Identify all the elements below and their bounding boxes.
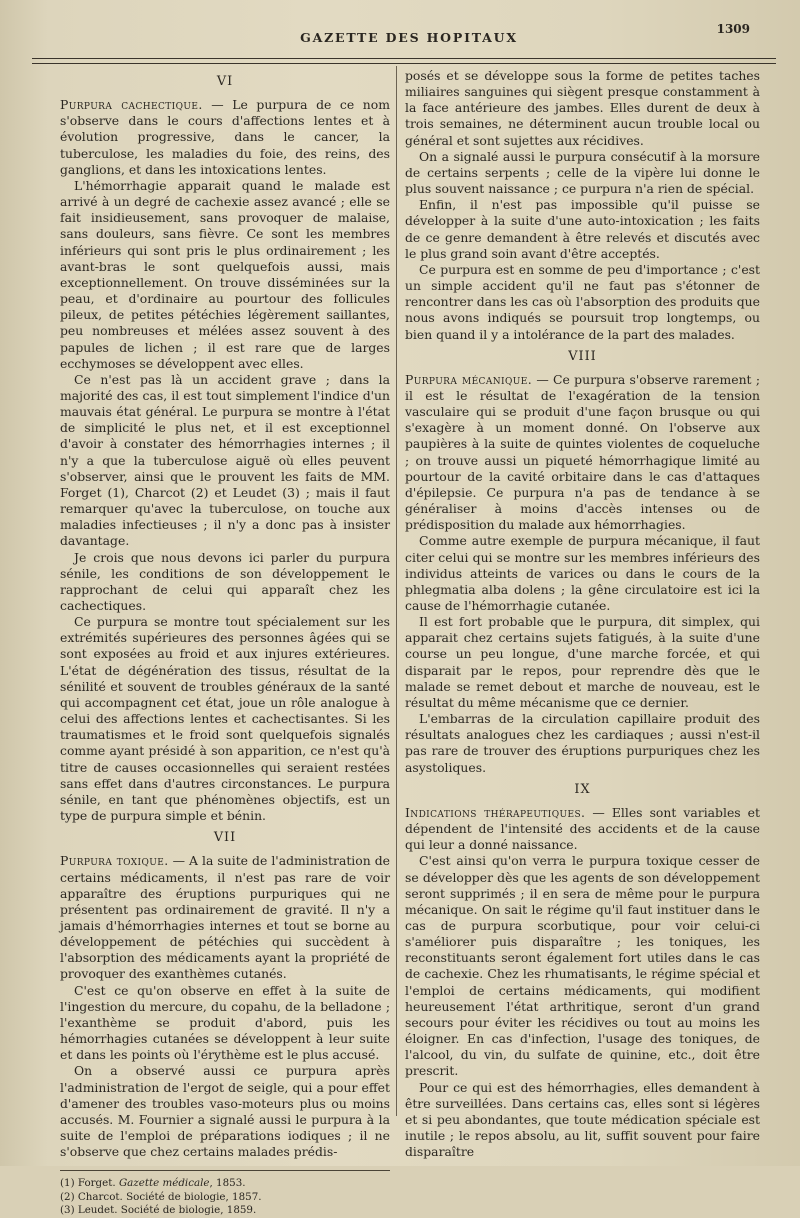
section-heading: Indications thérapeutiques.: [405, 804, 586, 820]
paragraph: C'est ce qu'on observe en effet à la suite de l'ingestion du mercure, du copahu, de la belladone ; l'exanthème se produit d'abord, puis les hémorrhagies cutanées se développent à leur suite et dans les points où l'érythème est le plus accusé.: [60, 982, 390, 1063]
journal-title: GAZETTE DES HOPITAUX: [300, 30, 518, 45]
header-rule-thin: [32, 63, 776, 64]
footnote-3: (3) Leudet. Société de biologie, 1859.: [60, 1204, 257, 1217]
right-column: [405, 68, 760, 1160]
paragraph: On a observé aussi ce purpura après l'administration de l'ergot de seigle, qui a pour effet d'amener des troubles vaso-moteurs plus ou moins accusés. M. Fournier a signalé aussi le purpura à la suite de l'emploi de préparations iodiques ; il ne s'observe que chez certains malades prédis-: [60, 1063, 390, 1160]
paragraph: Enfin, il n'est pas impossible qu'il puisse se développer à la suite d'une auto-intoxication ; les faits de ce genre demandent à être relevés et discutés avec le plus grand soin avant d'être acceptés.: [405, 197, 760, 261]
paragraph: Je crois que nous devons ici parler du purpura sénile, les conditions de son développement le rapprochant de celui qui apparaît chez les cachectiques.: [60, 549, 390, 613]
paragraph: Purpura mécanique. — Ce purpura s'observe rarement ; il est le résultat de l'exagération de la tension vasculaire qui se produit d'une façon brusque ou qui s'exagère à un moment donné. On l'observe aux paupières à la suite de quintes violentes de coqueluche ; on trouve aussi un piqueté hémorrhagique limité au pourtour de la cavité orbitaire dans le cas d'attaques d'épilepsie. Ce purpura n'a pas de tendance à se généraliser à moins d'accès intenses ou de prédisposition du malade aux hémorrhagies.: [405, 371, 761, 533]
paragraph: L'hémorrhagie apparait quand le malade est arrivé à un degré de cachexie assez avancé ; elle se fait insidieusement, sans provoquer de malaise, sans douleurs, sans fièvre. Ce sont les membres inférieurs qui sont pris le plus ordinairement ; les avant-bras le sont quelquefois aussi, mais exceptionnellement. On trouve disséminées sur la peau, et d'ordinaire au pourtour des follicules pileux, de petites pétéchies légèrement saillantes, peu nombreuses et mélées assez souvent à des papules de lichen ; il est rare que de larges ecchymoses se développent avec elles.: [60, 177, 390, 371]
paragraph: Ce purpura est en somme de peu d'importance ; c'est un simple accident qu'il ne faut pas s'étonner de rencontrer dans les cas où l'absorption des produits que nous avons indiqués se poursuit trop longtemps, ou bien quand il y a intolérance de la part des malades.: [405, 261, 760, 342]
section-numeral-vi: VI: [216, 74, 234, 89]
left-column: [60, 68, 390, 1218]
paragraph: Indications thérapeutiques. — Elles sont variables et dépendent de l'intensité des accidents et de la cause qui leur a donné naissance.: [405, 804, 760, 853]
paragraph: C'est ainsi qu'on verra le purpura toxique cesser de se développer dès que les agents de son développement seront supprimés ; il en sera de même pour le purpura mécanique. On sait le régime qu'il faut instituer dans le cas de purpura scorbutique, pour voir celui-ci s'améliorer puis disparaître ; les toniques, les reconstituants seront également fort utiles dans le cas de cachexie. Chez les rhumatisants, le régime spécial et l'emploi de certains médicaments, qui modifient heureusement l'état arthritique, seront d'un grand secours pour éviter les récidives ou tout au moins les éloigner. En cas d'infection, l'usage des toniques, de l'alcool, du vin, du sulfate de quinine, etc., doit être prescrit.: [405, 853, 760, 1079]
header-rule: [32, 58, 776, 59]
section-numeral-vii: VII: [213, 830, 237, 846]
footnote-rule: [60, 1170, 390, 1171]
section-heading: Purpura toxique.: [60, 853, 169, 869]
paragraph: Ce purpura se montre tout spécialement sur les extrémités supérieures des personnes âgées qui se sont exposées au froid et aux injures extérieures. L'état de dégénération des tissus, résultat de la sénilité et souvent de troubles généraux de la santé qui accompagnent cet état, joue un rôle analogue à celui des affections lentes et cachectisantes. Si les traumatismes et le froid sont quelquefois signalés comme ayant présidé à son apparition, ce n'est qu'à titre de causes occasionnelles qui seraient restées sans effet dans d'autres circonstances. Le purpura sénile, en tant que phénomènes objectifs, est un type de purpura simple et bénin.: [60, 614, 390, 824]
paragraph: Ce n'est pas là un accident grave ; dans la majorité des cas, il est tout simplement l'indice d'un mauvais état général. Le purpura se montre à l'état de simplicité le plus net, et il est exceptionnel d'avoir à constater des hémorrhagies internes ; il n'y a que la tuberculose aiguë où elles peuvent s'observer, ainsi que le prouvent les faits de MM. Forget (1), Charcot (2) et Leudet (3) ; mais il faut remarquer qu'avec la tuberculose, on touche aux maladies infectieuses ; il n'y a donc pas à insister davantage.: [60, 371, 390, 549]
paragraph: Comme autre exemple de purpura mécanique, il faut citer celui qui se montre sur les membres inférieurs des individus atteints de varices ou dans le cours de la phlegmatia alba dolens ; la gêne circulatoire est ici la cause de l'hémorrhagie cutanée.: [405, 533, 760, 613]
paragraph: Purpura toxique. — A la suite de l'administration de certains médicaments, il n'est pas rare de voir apparaître des éruptions purpuriques qui ne présentent pas ordinairement de gravité. Il n'y a jamais d'hémorrhagies internes et tout se borne au développement de pétéchies qui succèdent à l'absorption des médicaments ayant la propriété de provoquer des exanthèmes cutanés.: [60, 853, 391, 982]
paragraph: On a signalé aussi le purpura consécutif à la morsure de certains serpents ; celle de la vipère lui donne le plus souvent naissance ; ce purpura n'a rien de spécial.: [405, 148, 760, 197]
paragraph: posés et se développe sous la forme de petites taches miliaires sanguines qui siègent presque constamment à la face antérieure des jambes. Elles durent de deux à trois semaines, ne déterminent aucun trouble local ou général et sont sujettes aux récidives.: [405, 68, 760, 148]
section-numeral-viii: VIII: [568, 348, 597, 364]
paragraph: L'embarras de la circulation capillaire produit des résultats analogues chez les cardiaques ; aussi n'est-il pas rare de trouver des éruptions purpuriques chez les asystoliques.: [405, 711, 760, 775]
section-heading: Purpura cachectique.: [60, 97, 203, 113]
paragraph: Purpura cachectique. — Le purpura de ce nom s'observe dans le cours d'affections lentes et à évolution progressive, dans le cancer, la tuberculose, les maladies du foie, des reins, des ganglions, et dans les intoxications lentes.: [60, 97, 390, 177]
column-separator: [396, 66, 397, 1116]
page-header: [40, 20, 778, 50]
paragraph: Pour ce qui est des hémorrhagies, elles demandent à être surveillées. Dans certains cas, elles sont si légères et si peu abondantes, que toute médication spéciale est inutile ; le repos absolu, au lit, suffit souvent pour faire disparaître: [405, 1079, 760, 1160]
footnote-1: (1) Forget. Gazette médicale, 1853.: [60, 1177, 246, 1190]
section-numeral-ix: IX: [574, 781, 591, 797]
paragraph: Il est fort probable que le purpura, dit simplex, qui apparait chez certains sujets fatigués, à la suite d'une course un peu longue, d'une marche forcée, et qui disparait par le repos, pour reprendre dès que le malade se remet debout et marche de nouveau, est le résultat du même mécanisme que ce dernier.: [405, 614, 760, 710]
section-heading: Purpura mécanique.: [405, 371, 533, 387]
footnote-2: (2) Charcot. Société de biologie, 1857.: [60, 1190, 262, 1203]
page-number: 1309: [716, 22, 750, 36]
